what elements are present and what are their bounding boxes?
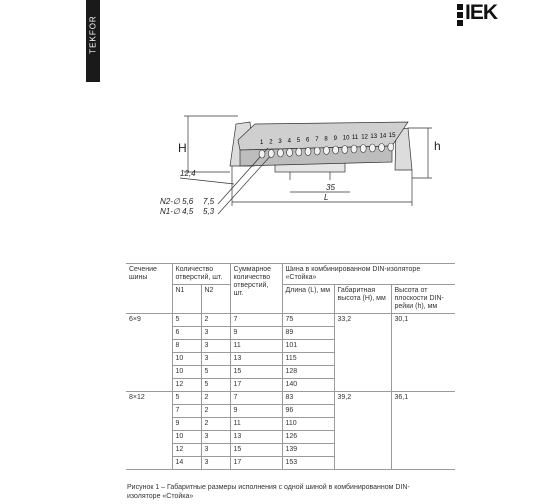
cell-n1: 6 (172, 327, 201, 340)
header-count: Количество отверстий, шт. (172, 264, 230, 285)
cell-length: 126 (282, 431, 334, 444)
hole-number: 7 (315, 137, 319, 143)
hole-number: 5 (296, 138, 301, 144)
header-height-H: Габаритная высота (H), мм (334, 285, 391, 314)
cell-n2: 2 (201, 392, 230, 405)
logo-text: IEK (465, 1, 498, 24)
brand-side-bar (86, 0, 100, 82)
table-row (126, 314, 455, 327)
cell-height-h: 30,1 (391, 314, 455, 392)
hole-number: 4 (287, 138, 291, 145)
cell-section: 8×12 (126, 392, 172, 470)
cell-total: 7 (230, 314, 282, 327)
hole-number: 3 (278, 139, 282, 145)
cell-length: 110 (282, 418, 334, 431)
header-section: Сечение шины (126, 264, 172, 314)
dimensions-table (126, 263, 455, 470)
cell-n2: 3 (201, 457, 230, 470)
hole-number: 1 (260, 140, 264, 146)
cell-total: 7 (230, 392, 282, 405)
side-brand-text: TEKFOR (88, 15, 98, 54)
cell-n2: 2 (201, 405, 230, 418)
cell-n1: 8 (172, 340, 201, 353)
hole-number: 10 (342, 135, 350, 142)
figure-caption: Рисунок 1 – Габаритные размеры исполнения с одной шиной в комбинированном DIN-изоляторе «Стойка» (127, 484, 410, 500)
cell-n1: 12 (172, 379, 201, 392)
cell-n1: 12 (172, 444, 201, 457)
cell-n1: 9 (172, 418, 201, 431)
dim-12-4-line (180, 178, 234, 184)
cell-total: 15 (230, 444, 282, 457)
cell-total: 13 (230, 431, 282, 444)
hole-number: 14 (379, 133, 387, 140)
cell-height-H: 39,2 (334, 392, 391, 470)
hole-number: 13 (370, 134, 378, 140)
cell-length: 89 (282, 327, 334, 340)
header-n1: N1 (172, 285, 201, 314)
cell-length: 140 (282, 379, 334, 392)
cell-total: 9 (230, 327, 282, 340)
cell-n2: 2 (201, 418, 230, 431)
cell-section: 6×9 (126, 314, 172, 392)
cell-n2: 5 (201, 379, 230, 392)
cell-n1: 7 (172, 405, 201, 418)
cell-n1: 10 (172, 366, 201, 379)
n1-label: N1-∅ 4,5 (160, 207, 194, 216)
cell-total: 9 (230, 405, 282, 418)
table-row (126, 392, 455, 405)
header-total: Суммарное количество отверстий, шт. (230, 264, 282, 314)
screw-hole (351, 145, 357, 153)
hole-number: 9 (333, 136, 337, 142)
cell-n1: 10 (172, 431, 201, 444)
hole-number: 2 (269, 139, 273, 146)
cell-total: 17 (230, 457, 282, 470)
dim-12-4-label: 12,4 (180, 169, 196, 178)
cell-length: 75 (282, 314, 334, 327)
logo-bars-icon (457, 4, 463, 26)
dim-L-label: L (324, 193, 329, 202)
cell-total: 11 (230, 418, 282, 431)
n2-value: 7,5 (203, 197, 215, 206)
hole-number: 8 (324, 136, 328, 143)
cell-length: 115 (282, 353, 334, 366)
header-height-h: Высота от плоскости DIN-рейки (h), мм (391, 285, 455, 314)
cell-n2: 3 (201, 340, 230, 353)
brand-logo (457, 1, 498, 28)
screw-hole (388, 143, 394, 151)
cell-total: 13 (230, 353, 282, 366)
cell-n2: 3 (201, 431, 230, 444)
header-n2: N2 (201, 285, 230, 314)
cell-n2: 3 (201, 353, 230, 366)
screw-hole (277, 149, 283, 157)
dim-H-label: H (178, 141, 187, 155)
cell-n2: 3 (201, 444, 230, 457)
dim-35-label: 35 (326, 183, 335, 192)
cell-length: 139 (282, 444, 334, 457)
screw-hole (333, 146, 339, 154)
cell-n1: 5 (172, 392, 201, 405)
cell-length: 83 (282, 392, 334, 405)
technical-drawing (150, 100, 450, 235)
screw-hole (314, 147, 320, 155)
cell-height-H: 33,2 (334, 314, 391, 392)
screw-hole (360, 145, 366, 153)
screw-hole (379, 144, 385, 152)
cell-total: 15 (230, 366, 282, 379)
header-length: Длина (L), мм (282, 285, 334, 314)
screw-hole (323, 147, 329, 155)
screw-hole (268, 150, 274, 158)
n2-label: N2-∅ 5,6 (160, 197, 194, 206)
cell-total: 11 (230, 340, 282, 353)
screw-hole (305, 148, 311, 156)
cell-length: 101 (282, 340, 334, 353)
header-bus-group: Шина в комбинированном DIN-изоляторе «Стойка» (282, 264, 455, 285)
hole-number: 11 (352, 135, 359, 141)
cell-total: 17 (230, 379, 282, 392)
cell-n2: 3 (201, 327, 230, 340)
hole-number: 12 (361, 134, 368, 141)
cell-n1: 14 (172, 457, 201, 470)
screw-hole (369, 144, 375, 152)
cell-n1: 10 (172, 353, 201, 366)
cell-n2: 2 (201, 314, 230, 327)
n1-value: 5,3 (203, 207, 215, 216)
cell-n2: 5 (201, 366, 230, 379)
hole-number: 6 (306, 137, 310, 144)
cell-height-h: 36,1 (391, 392, 455, 470)
screw-hole (259, 150, 265, 158)
hole-number: 15 (388, 133, 396, 139)
cell-length: 96 (282, 405, 334, 418)
cell-length: 153 (282, 457, 334, 470)
screw-hole (342, 146, 348, 154)
screw-hole (287, 149, 293, 157)
cell-n1: 5 (172, 314, 201, 327)
screw-hole (296, 148, 302, 156)
dim-h-label: h (434, 139, 441, 153)
cell-length: 128 (282, 366, 334, 379)
